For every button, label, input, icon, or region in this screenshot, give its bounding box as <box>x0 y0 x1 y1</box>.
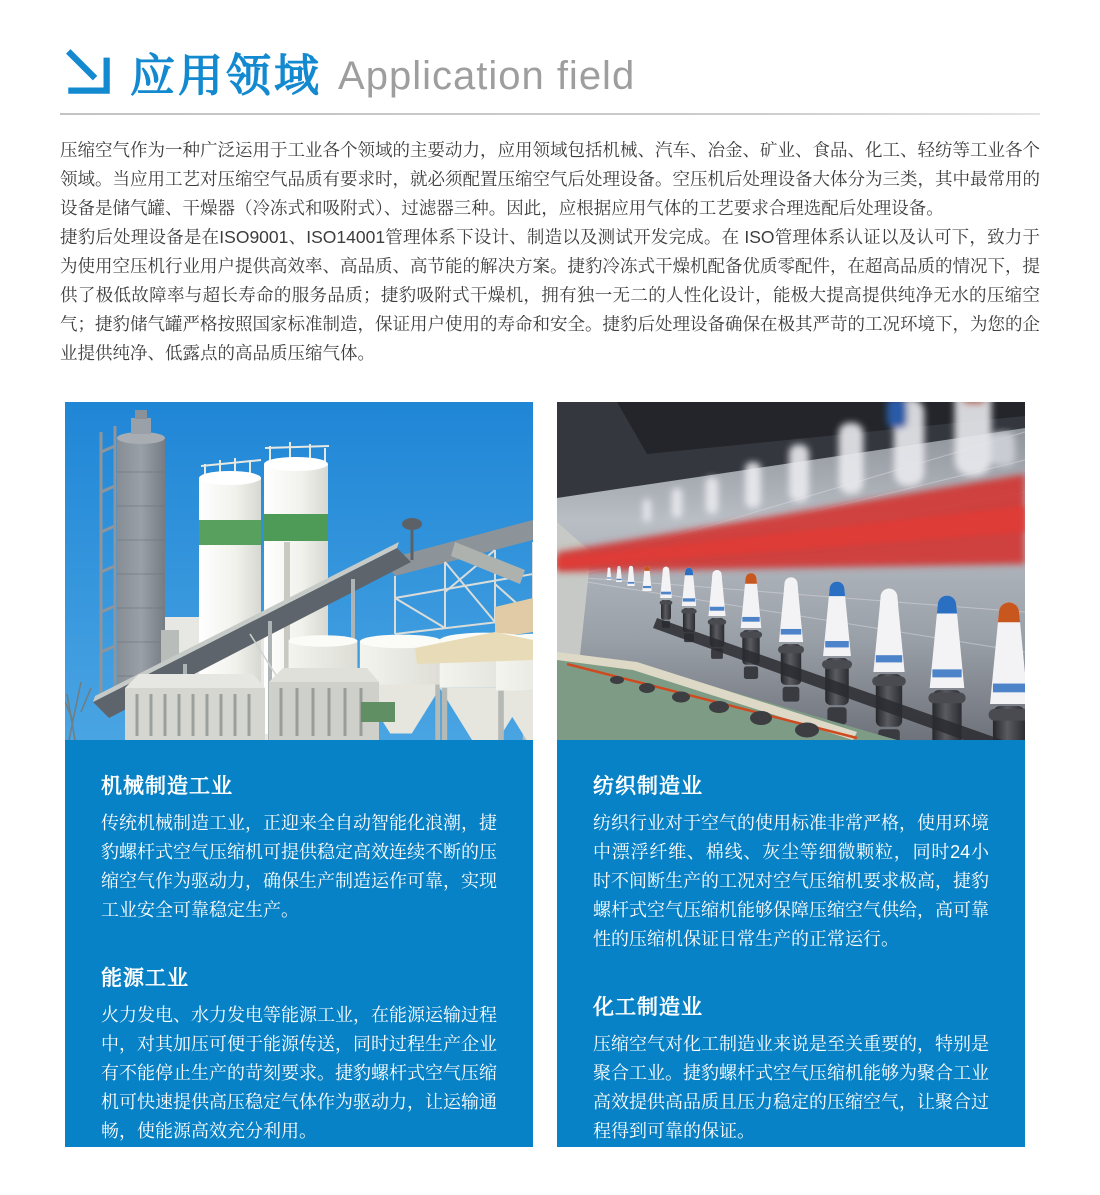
section-energy <box>101 962 497 1146</box>
machinery-panel <box>65 740 533 1147</box>
section-body: 传统机械制造工业，正迎来全自动智能化浪潮，捷豹螺杆式空气压缩机可提供稳定高效连续不断的压缩空气作为驱动力，确保生产制造运作可靠，实现工业安全可靠稳定生产。 <box>101 813 497 920</box>
column-textile <box>557 402 1025 1147</box>
textile-machine-illustration <box>557 402 1025 740</box>
gray-silo <box>117 410 165 708</box>
section-heading: 纺织制造业 <box>593 775 703 798</box>
section-machinery <box>101 770 497 925</box>
textile-machine-image <box>557 402 1025 740</box>
cement-plant-illustration <box>65 402 533 740</box>
intro-text <box>60 136 1040 368</box>
page-title: 应用领域 <box>130 50 323 101</box>
column-machinery <box>65 402 533 1147</box>
intro-paragraph-1: 压缩空气作为一种广泛运用于工业各个领域的主要动力，应用领域包括机械、汽车、冶金、矿业、食品、化工、轻纺等工业各个领域。当应用工艺对压缩空气品质有要求时，就必须配置压缩空气后处理设备。空压机后处理设备大体分为三类，其中最常用的设备是储气罐、干燥器（冷冻式和吸附式）、过滤器三种。因此，应根据应用气体的工艺要求合理选配后处理设备。 <box>60 140 1040 218</box>
section-body: 火力发电、水力发电等能源工业，在能源运输过程中，对其加压可便于能源传送，同时过程生产企业有不能停止生产的苛刻要求。捷豹螺杆式空气压缩机可快速提供高压稳定气体作为驱动力，让运输通畅，使能源高效充分利用。 <box>101 1005 497 1141</box>
textile-panel <box>557 740 1025 1147</box>
arrow-down-right-icon <box>60 46 114 96</box>
section-heading: 机械制造工业 <box>101 775 233 798</box>
section-textile <box>593 770 989 954</box>
section-body: 压缩空气对化工制造业来说是至关重要的，特别是聚合工业。捷豹螺杆式空气压缩机能够为聚合工业高效提供高品质且压力稳定的压缩空气，让聚合过程得到可靠的保证。 <box>593 1034 989 1141</box>
section-body: 纺织行业对于空气的使用标准非常严格，使用环境中漂浮纤维、棉线、灰尘等细微颗粒，同时24小时不间断生产的工况对空气压缩机要求极高，捷豹螺杆式空气压缩机能够保障压缩空气供给，高可靠性的压缩机保证日常生产的正常运行。 <box>593 813 989 949</box>
section-heading: 化工制造业 <box>593 996 703 1019</box>
cement-plant-image <box>65 402 533 740</box>
application-columns <box>65 402 1100 1147</box>
header-divider <box>60 113 1040 115</box>
page-header <box>60 46 1040 101</box>
section-chemical <box>593 991 989 1146</box>
page-subtitle: Application field <box>338 54 636 98</box>
section-heading: 能源工业 <box>101 967 189 990</box>
intro-paragraph-2: 捷豹后处理设备是在ISO9001、ISO14001管理体系下设计、制造以及测试开发完成。在 ISO管理体系认证以及认可下，致力于为使用空压机行业用户提供高效率、高品质、高节能的解决方案。捷豹冷冻式干燥机配备优质零配件，在超高品质的情况下，提供了极低故障率与超长寿命的服务品质；捷豹吸附式干燥机，拥有独一无二的人性化设计，能极大提高提供纯净无水的压缩空气；捷豹储气罐严格按照国家标准制造，保证用户使用的寿命和安全。捷豹后处理设备确保在极其严苛的工况环境下，为您的企业提供纯净、低露点的高品质压缩气体。 <box>60 227 1040 363</box>
